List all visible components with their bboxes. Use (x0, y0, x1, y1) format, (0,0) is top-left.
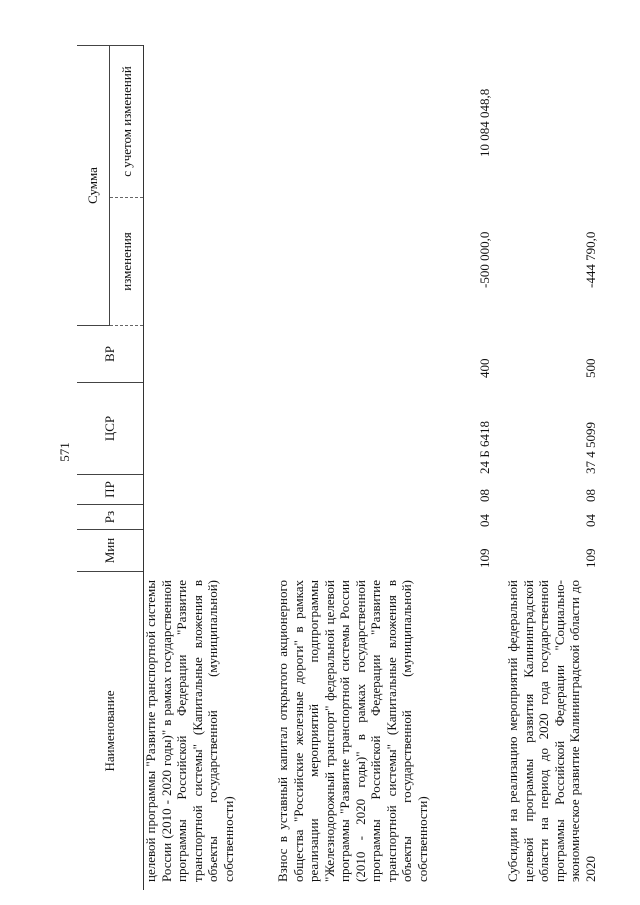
header-izmeneniya: изменения (110, 198, 143, 326)
row-izmeneniya: -500 000,0 (477, 231, 492, 288)
row-csr: 24 Б 6418 (477, 421, 492, 474)
row-s-uchetom: 10 084 048,8 (477, 88, 492, 157)
header-csr: ЦСР (77, 383, 143, 475)
page-number: 571 (57, 442, 72, 462)
row-vr: 400 (477, 358, 492, 378)
row-pr: 08 (477, 489, 492, 502)
row-izmeneniya: -444 790,0 (583, 231, 598, 288)
row-csr: 37 4 5099 (583, 422, 598, 474)
row-rz: 04 (477, 514, 492, 527)
header-pr: ПР (77, 475, 143, 505)
row-rz: 04 (583, 514, 598, 527)
header-name: Наименование (102, 690, 117, 772)
header-s-uchetom: с учетом изменений (110, 45, 143, 198)
row-min: 109 (583, 548, 598, 568)
header-sum: Сумма (77, 45, 110, 326)
row-name: Взнос в уставный капитал открытого акционерного общества "Российские железные дороги" в рамках реализации мероприятий подпрограммы "Железнодорожный транспорт" федеральной целевой программы "Развитие транспортной системы России (2010 - 2020 годы)" в рамках государственной программы Российской Федерации "Развитие транспортной системы" (Капитальные вложения в объекты государственной (муниципальной) собственности) (275, 580, 430, 882)
row-name: целевой программы "Развитие транспортной системы России (2010 - 2020 годы)" в рамках государственной программы Российской Федерации "Развитие транспортной системы" (Капитальные вложения в объекты государственной (муниципальной) собственности) (143, 580, 236, 882)
header-min: Мин (77, 530, 143, 572)
table-header (77, 45, 144, 890)
header-vr: ВР (77, 326, 143, 383)
row-vr: 500 (583, 358, 598, 378)
row-name: Субсидии на реализацию мероприятий федеральной целевой программы развития Калининградской области на период до 2020 года государственной программы Российской Федерации "Социально-экономическое развитие Калининградской области до 2020 (505, 580, 598, 882)
row-min: 109 (477, 548, 492, 568)
budget-table (77, 45, 609, 890)
header-rz: Рз (77, 505, 143, 530)
row-pr: 08 (583, 489, 598, 502)
